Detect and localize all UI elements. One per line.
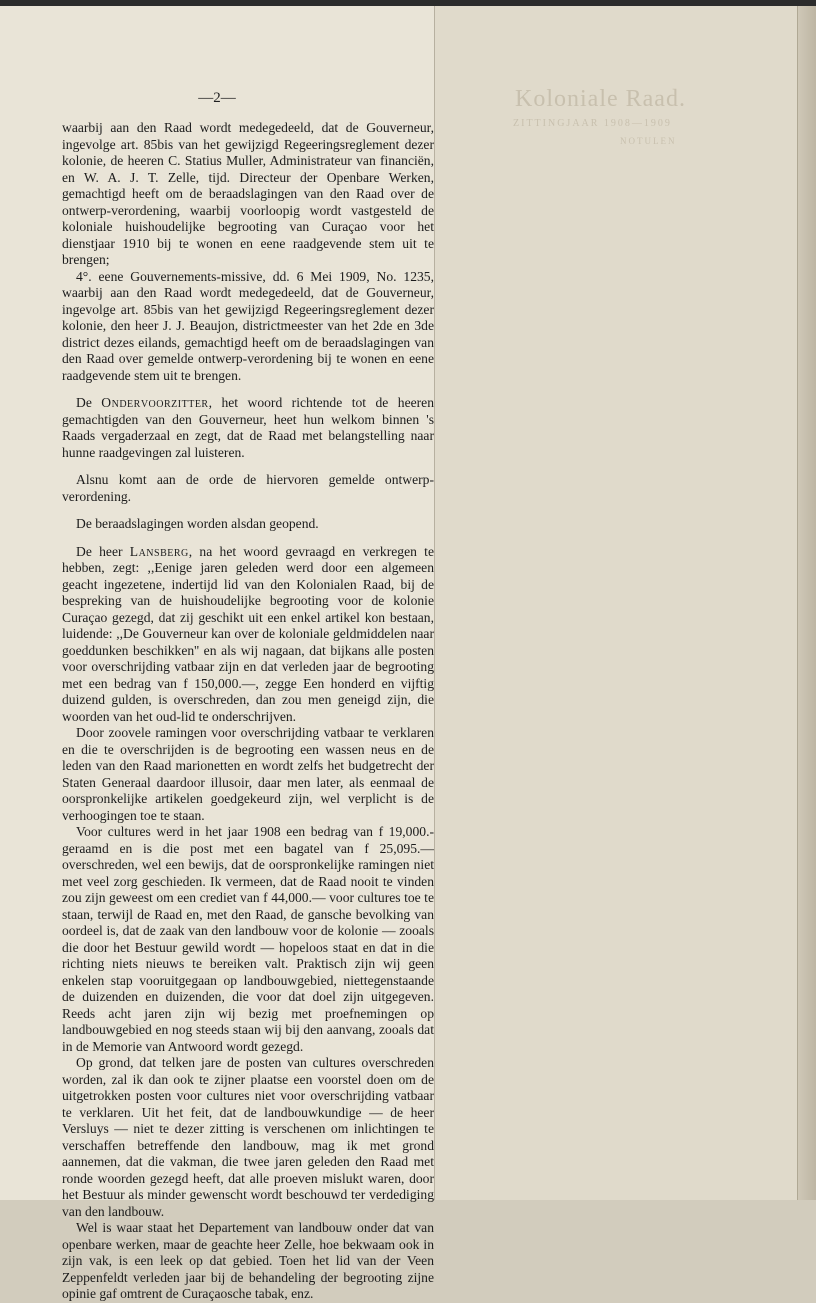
paragraph: 4°. eene Gouvernements-missive, dd. 6 Mei 1909, No. 1235, waarbij aan den Raad wordt medegedeeld, dat de Gouverneur, ingevolge art. 85bis van het gewijzigd Regeeringsreglement dezer kolonie, den heer J. J. Beaujon, districtmeester van het 2de en 3de district dezes eilands, gemachtigd heeft om de beraadslagingen van den Raad over gemelde ontwerp-verordening bij te wonen en eene raadgevende stem uit te brengen. [62, 268, 434, 383]
page-edge [797, 6, 816, 1200]
facing-page-bleed-subtitle: ZITTINGJAAR 1908—1909 [513, 118, 672, 129]
paragraph: Voor cultures werd in het jaar 1908 een bedrag van f 19,000.- geraamd en is die post met een bagatel van f 25,095.— overschreden, wel een bewijs, dat de oorspronkelijke ramingen niet met veel zorg geschieden. Ik vermeen, dat de Raad nooit te vinden zou zijn geweest om een crediet van f 44,000.— voor cultures toe te staan, terwijl de Raad en, met den Raad, de gansche bevolking van oordeel is, dat de zaak van den landbouw voor de kolonie — zooals die door het Bestuur gewild wordt — hopeloos staat en dat in die richting niets nieuws te bereiken valt. Praktisch zijn wij geen enkelen stap vooruitgegaan op landbouwgebied, niettegenstaande de duizenden en duizenden, die voor dat doel zijn uitgegeven. Reeds acht jaren zijn wij bezig met proefnemingen op landbouwgebied en nog steeds staan wij bij den aanvang, zooals dat in de Memorie van Antwoord wordt gezegd. [62, 824, 434, 1054]
paragraph: De heer Lansberg, na het woord gevraagd en verkregen te hebben, zegt: ,,Eenige jaren geleden werd door een algemeen geacht ingezetene, indertijd lid van den Kolonialen Raad, bij de bespreking van de huishoudelijke begrooting voor de kolonie Curaçao gezegd, dat zij geschikt uit een enkel artikel kon bestaan, luidende: ,,De Gouverneur kan over de koloniale geldmiddelen naar goeddunken beschikken'' en als wij nagaan, dat bijkans alle posten voor overschrijding vatbaar zijn en dat verleden jaar de begrooting met een bedrag van f 150,000.—, zegge Een honderd en vijftig duizend gulden, is overschreden, dan zou men geneigd zijn, die woorden van het oud-lid te onderschrijven. [62, 543, 434, 724]
speaker-name: Ondervoorzitter [101, 395, 209, 410]
facing-page [435, 6, 816, 1200]
paragraph: De Ondervoorzitter, het woord richtende tot de heeren gemachtigden van den Gouverneur, heet hun welkom binnen 's Raads vergaderzaal en zegt, dat de Raad met belangstelling naar hunne raadgevingen zal luisteren. [62, 395, 434, 460]
paragraph: Op grond, dat telken jare de posten van cultures overschreden worden, zal ik dan ook te zijner plaatse een voorstel doen om de uitgetrokken posten voor cultures niet voor overschrijding vatbaar te verklaren. Uit het feit, dat de landbouwkundige — de heer Versluys — niet te dezer zitting is verschenen om inlichtingen te verschaffen betreffende den landbouw, mag ik met grond aannemen, dat die vakman, die twee jaren geleden den Raad met ronde woorden gezegd heeft, dat alle proeven mislukt waren, door het Bestuur als minder gewenscht wordt beschouwd ter verdediging van den landbouw. [62, 1055, 434, 1219]
facing-page-bleed-title: Koloniale Raad. [515, 86, 686, 112]
page-number: —2— [198, 90, 236, 106]
paragraph: waarbij aan den Raad wordt medegedeeld, dat de Gouverneur, ingevolge art. 85bis van het gewijzigd Regeeringsreglement dezer kolonie, de heeren C. Statius Muller, Administrateur van financiën, en W. A. J. T. Zelle, tijd. Directeur der Openbare Werken, gemachtigd heeft om de beraadslagingen van den Raad over de ontwerp-verordening, waarbij voorloopig wordt vastgesteld de koloniale huishoudelijke begrooting van Curaçao voor het dienstjaar 1910 bij te wonen en eene raadgevende stem uit te brengen; [62, 120, 434, 267]
paragraph: Alsnu komt aan de orde de hiervoren gemelde ontwerp-verordening. [62, 472, 434, 504]
paragraph: Wel is waar staat het Departement van landbouw onder dat van openbare werken, maar de geachte heer Zelle, hoe bekwaam ook in zijn vak, is een leek op dat gebied. Toen het lid van der Veen Zeppenfeldt verleden jaar bij de behandeling der begrooting zijne opinie gaf omtrent de Curaçaosche tabak, enz. [62, 1220, 434, 1301]
facing-page-bleed-small: NOTULEN [620, 136, 677, 146]
paragraph: Door zoovele ramingen voor overschrijding vatbaar te verklaren en die te overschrijden is de begrooting een wassen neus en de leden van den Raad marionetten en wordt zelfs het budgetrecht der Staten Generaal daardoor illusoir, daar men later, als eenmaal de oorspronkelijke artikelen goedgekeurd zijn, wel verplicht is de verhoogingen toe te staan. [62, 725, 434, 823]
body-text [62, 120, 434, 1303]
paragraph: De beraadslagingen worden alsdan geopend. [76, 516, 319, 531]
speaker-name: Lansberg [129, 543, 189, 559]
